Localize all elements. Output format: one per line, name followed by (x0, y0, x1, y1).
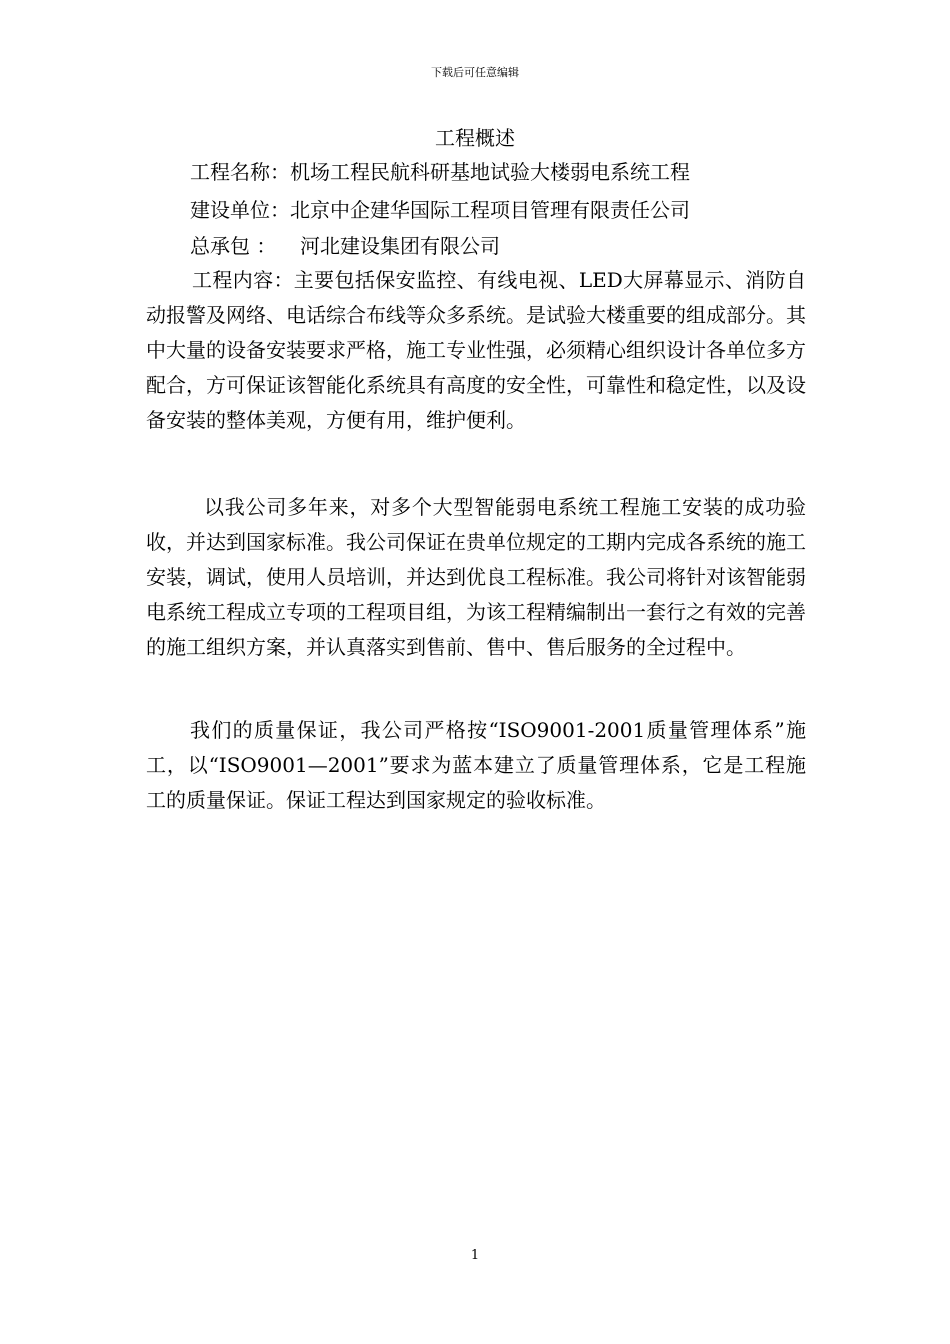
project-name-line (190, 158, 690, 186)
project-name-label: 工程名称： (190, 160, 290, 184)
page-number: 1 (470, 1248, 480, 1263)
header-note: 下载后可任意编辑 (431, 66, 519, 79)
paragraph-quality-assurance: 我们的质量保证，我公司严格按“ISO9001-2001质量管理体系”施工，以“ISO9001—2001”要求为蓝本建立了质量管理体系，它是工程施工的质量保证。保证工程达到国家规定的验收标准。 (146, 718, 806, 812)
contractor-value: 河北建设集团有限公司 (300, 234, 500, 258)
contractor-line (190, 232, 500, 260)
builder-label: 建设单位： (190, 198, 290, 222)
builder-value: 北京中企建华国际工程项目管理有限责任公司 (290, 198, 690, 222)
contractor-label: 总承包 ： (190, 234, 277, 258)
paragraph-project-content: 工程内容：主要包括保安监控、有线电视、LED大屏幕显示、消防自动报警及网络、电话综合布线等众多系统。是试验大楼重要的组成部分。其中大量的设备安装要求严格，施工专业性强，必须精心组织设计各单位多方配合，方可保证该智能化系统具有高度的安全性，可靠性和稳定性，以及设备安装的整体美观，方便有用，维护便利。 (146, 268, 806, 432)
builder-line (190, 196, 690, 224)
project-name-value: 机场工程民航科研基地试验大楼弱电系统工程 (290, 160, 690, 184)
document-title: 工程概述 (435, 126, 515, 150)
paragraph-company-commitment: 以我公司多年来，对多个大型智能弱电系统工程施工安装的成功验收，并达到国家标准。我公司保证在贵单位规定的工期内完成各系统的施工安装，调试，使用人员培训，并达到优良工程标准。我公司将针对该智能弱电系统工程成立专项的工程项目组，为该工程精编制出一套行之有效的完善的施工组织方案，并认真落实到售前、售中、售后服务的全过程中。 (146, 495, 806, 659)
